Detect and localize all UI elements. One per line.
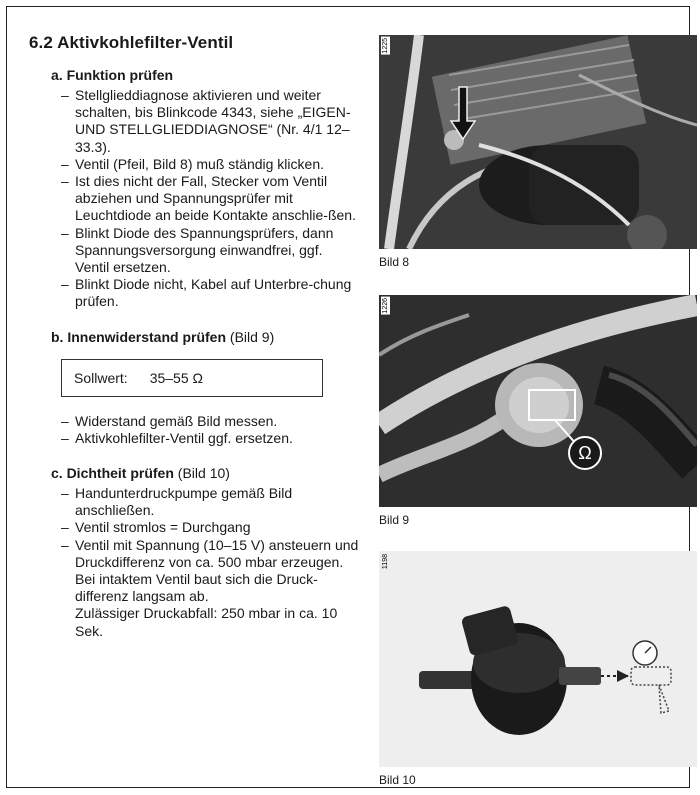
section-c-ref: (Bild 10): [177, 465, 230, 482]
section-a-heading: a. Funktion prüfen: [51, 67, 174, 83]
section-a: [29, 67, 359, 311]
figure-9: [379, 295, 697, 527]
valve-photo-10: [379, 551, 697, 767]
engine-photo-8: [379, 35, 697, 249]
figure-ref-number: 1226: [382, 298, 389, 314]
list-item: – Blinkt Diode nicht, Kabel auf Unterbre-chung prüfen.: [61, 276, 359, 310]
valve-port-left: [419, 671, 479, 689]
figure-ref-number: 1225: [382, 38, 389, 54]
list-item: – Ventil (Pfeil, Bild 8) muß ständig klicken.: [61, 156, 359, 173]
section-b-heading: [51, 329, 359, 345]
ohm-symbol: Ω: [578, 443, 592, 463]
list-item: – Blinkt Diode des Spannungsprüfers, dann Spannungsversorgung einwandfrei, ggf. Ventil ersetzen.: [61, 225, 359, 277]
list-item: – Handunterdruckpumpe gemäß Bild anschließen.: [61, 485, 359, 519]
section-c-list: [61, 485, 359, 640]
figure-8: [379, 35, 697, 269]
sollwert-label: Sollwert:: [74, 369, 128, 386]
valve-port-right: [559, 667, 601, 685]
list-item: – Aktivkohlefilter-Ventil ggf. ersetzen.: [61, 430, 359, 447]
section-c-heading: [51, 465, 359, 481]
valve-photo-9: [379, 295, 697, 507]
section-c: [29, 465, 359, 640]
sollwert-box: [61, 359, 323, 397]
text-column: [29, 33, 359, 658]
section-b-list: [61, 413, 359, 447]
figure-10-caption: Bild 10: [379, 773, 416, 787]
section-a-list: [61, 87, 359, 311]
manual-page: [6, 6, 690, 788]
section-b-ref: (Bild 9): [229, 328, 275, 345]
section-b: [29, 329, 359, 447]
figure-10: [379, 551, 697, 787]
valve-vacuum-test-image: [379, 551, 697, 767]
valve-resistance-image: [379, 295, 697, 507]
figure-9-caption: Bild 9: [379, 513, 410, 527]
list-item: – Ventil mit Spannung (10–15 V) ansteuern und Druckdifferenz von ca. 500 mbar erzeugen. Bei intaktem Ventil baut sich die Druck-differenz langsam ab. Zulässiger Druckabfall: 250 mbar in ca. 10 Sek.: [61, 537, 359, 640]
list-item: – Widerstand gemäß Bild messen.: [61, 413, 359, 430]
section-b-title: b. Innenwiderstand prüfen: [51, 328, 227, 345]
list-item: – Stellglieddiagnose aktivieren und weiter schalten, bis Blinkcode 4343, siehe „EIGEN- UND STELLGLIEDDIAGNOSE“ (Nr. 4/1 12–33.3).: [61, 87, 359, 156]
engine-bay-image: [379, 35, 697, 249]
figure-ref-number: 1198: [382, 554, 389, 570]
figure-8-caption: Bild 8: [379, 255, 410, 269]
section-c-title: c. Dichtheit prüfen: [51, 465, 174, 482]
list-item: – Ist dies nicht der Fall, Stecker vom Ventil abziehen und Spannungsprüfer mit Leuchtdiode an beide Kontakte anschlie-ßen.: [61, 173, 359, 225]
page-title: 6.2 Aktivkohlefilter-Ventil: [29, 33, 234, 52]
sollwert-value: 35–55 Ω: [149, 369, 203, 386]
list-item: – Ventil stromlos = Durchgang: [61, 519, 359, 536]
